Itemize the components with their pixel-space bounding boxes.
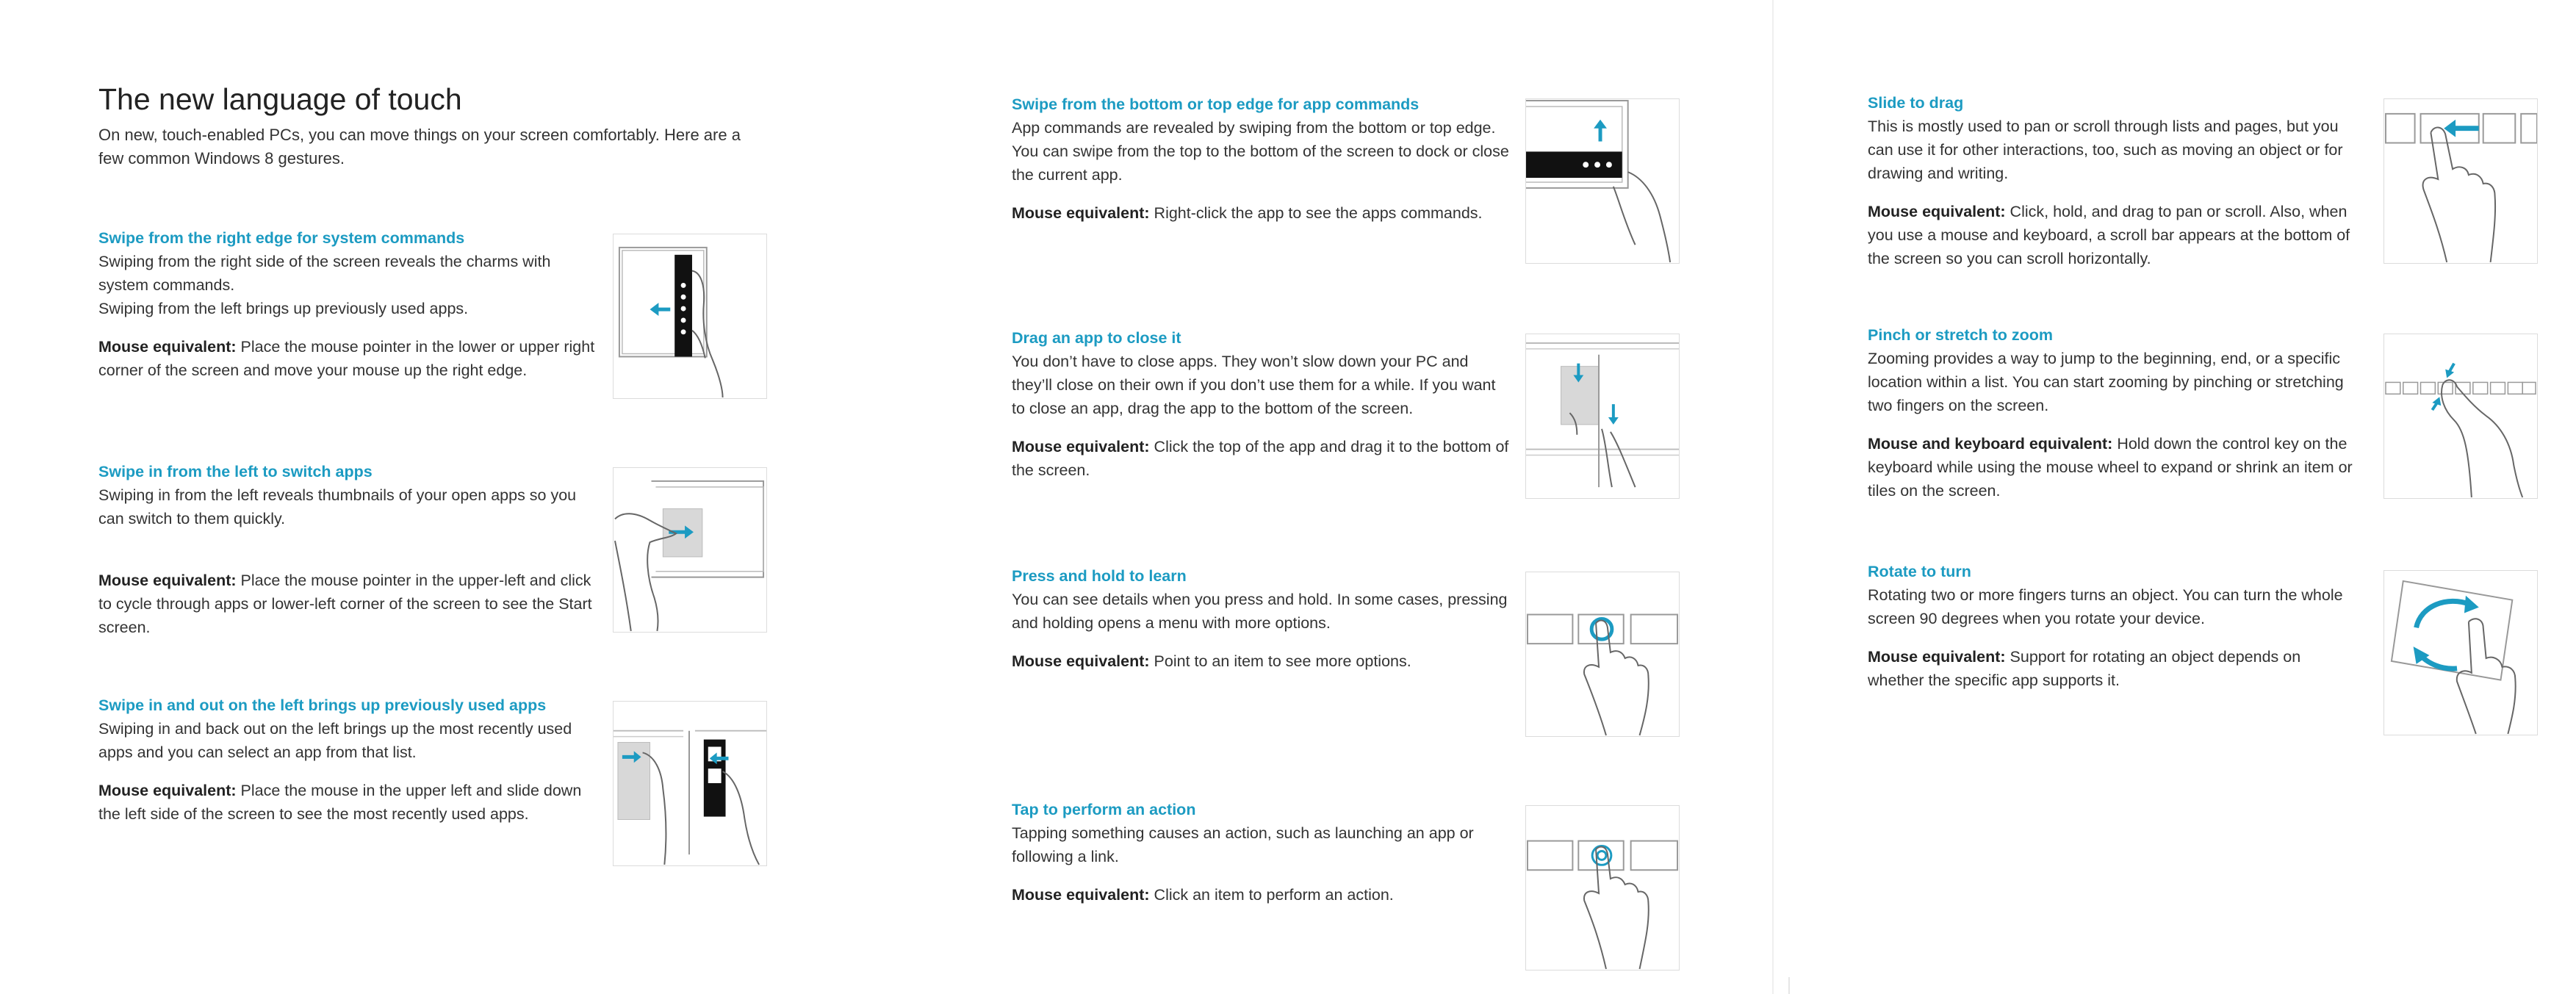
page-divider bbox=[1772, 0, 1774, 994]
rotate-icon bbox=[2384, 571, 2537, 735]
swipe-left-icon bbox=[614, 468, 766, 632]
section-title: Tap to perform an action bbox=[1012, 801, 1196, 818]
slide-drag-icon bbox=[2384, 99, 2537, 263]
mouse-label: Mouse equivalent: bbox=[98, 782, 237, 799]
mouse-equivalent bbox=[1868, 432, 2353, 503]
section-title: Swipe from the bottom or top edge for app commands bbox=[1012, 96, 1420, 113]
gesture-tap bbox=[1012, 798, 1511, 907]
section-title: Press and hold to learn bbox=[1012, 567, 1187, 585]
section-text: Zooming provides a way to jump to the beginning, end, or a specific location within a list. You can start zooming by pinching or stretching two fingers on the screen. bbox=[1868, 350, 2344, 414]
section-text: Swiping from the right side of the screen reveals the charms with system commands. bbox=[98, 253, 551, 294]
swipe-bottom-edge-illustration bbox=[1525, 98, 1680, 264]
mouse-label: Mouse equivalent: bbox=[1868, 203, 2006, 220]
gesture-swipe-in-out bbox=[98, 694, 598, 826]
mouse-text: Click an item to perform an action. bbox=[1154, 886, 1394, 904]
section-text: You can see details when you press and hold. In some cases, pressing and holding opens a menu with more options. bbox=[1012, 591, 1508, 632]
mouse-label: Mouse equivalent: bbox=[1012, 652, 1150, 670]
section-text: Swiping from the left brings up previously used apps. bbox=[98, 300, 469, 317]
press-hold-illustration bbox=[1525, 572, 1680, 737]
mouse-equivalent bbox=[1012, 649, 1511, 673]
swipe-in-out-icon bbox=[614, 702, 766, 865]
mouse-label: Mouse equivalent: bbox=[1012, 204, 1150, 222]
mouse-equivalent bbox=[1012, 435, 1511, 482]
gesture-swipe-right-edge bbox=[98, 226, 598, 382]
press-hold-icon bbox=[1526, 572, 1679, 736]
mouse-equivalent bbox=[1012, 883, 1511, 907]
section-text: App commands are revealed by swiping from the bottom or top edge. You can swipe from the top to the bottom of the screen to dock or close the current app. bbox=[1012, 119, 1509, 184]
swipe-right-edge-icon bbox=[614, 234, 766, 398]
mouse-equivalent bbox=[1868, 645, 2353, 692]
gesture-slide-drag bbox=[1868, 91, 2353, 270]
section-title: Swipe from the right edge for system commands bbox=[98, 229, 465, 247]
mouse-text: Place the mouse pointer in the lower or upper right corner of the screen and move your mouse up the right edge. bbox=[98, 338, 595, 379]
section-text: This is mostly used to pan or scroll through lists and pages, but you can use it for other interactions, too, such as moving an object or for drawing and writing. bbox=[1868, 118, 2343, 182]
section-title: Swipe in from the left to switch apps bbox=[98, 463, 373, 480]
mouse-text: Place the mouse in the upper left and slide down the left side of the screen to see the most recently used apps. bbox=[98, 782, 582, 823]
mouse-equivalent bbox=[98, 779, 598, 826]
mouse-text: Support for rotating an object depends on whether the specific app supports it. bbox=[1868, 648, 2301, 689]
pinch-zoom-illustration bbox=[2383, 334, 2538, 499]
section-text: Swiping in and back out on the left brings up the most recently used apps and you can select an app from that list. bbox=[98, 720, 572, 761]
mouse-text: Click, hold, and drag to pan or scroll. Also, when you use a mouse and keyboard, a scroll bar appears at the bottom of the screen so you can scroll horizontally. bbox=[1868, 203, 2350, 267]
mouse-text: Click the top of the app and drag it to the bottom of the screen. bbox=[1012, 438, 1509, 479]
mouse-label: Mouse equivalent: bbox=[98, 572, 237, 589]
swipe-bottom-edge-icon bbox=[1526, 99, 1679, 263]
drag-close-illustration bbox=[1525, 334, 1680, 499]
slide-drag-illustration bbox=[2383, 98, 2538, 264]
mouse-equivalent bbox=[1012, 201, 1511, 225]
swipe-left-illustration bbox=[613, 467, 767, 633]
section-text: Tapping something causes an action, such as launching an app or following a link. bbox=[1012, 824, 1474, 865]
mouse-label: Mouse equivalent: bbox=[98, 338, 237, 356]
section-text: You don’t have to close apps. They won’t slow down your PC and they’ll close on their own if you don’t use them for a while. If you want to close an app, drag the app to the bottom of the screen. bbox=[1012, 353, 1496, 417]
mousekb-label: Mouse and keyboard equivalent: bbox=[1868, 435, 2113, 453]
intro-text: On new, touch-enabled PCs, you can move things on your screen comfortably. Here are a few common Windows 8 gestures. bbox=[98, 126, 741, 168]
mouse-text: Hold down the control key on the keyboard while using the mouse wheel to expand or shrink an item or tiles on the screen. bbox=[1868, 435, 2353, 500]
section-title: Drag an app to close it bbox=[1012, 329, 1181, 347]
mouse-equivalent bbox=[98, 569, 598, 639]
mouse-equivalent bbox=[1868, 200, 2353, 270]
gesture-rotate bbox=[1868, 560, 2353, 692]
swipe-right-edge-illustration bbox=[613, 234, 767, 399]
pinch-zoom-icon bbox=[2384, 334, 2537, 498]
tap-illustration bbox=[1525, 805, 1680, 970]
swipe-in-out-illustration bbox=[613, 701, 767, 866]
section-title: Swipe in and out on the left brings up previously used apps bbox=[98, 696, 547, 714]
section-title: Rotate to turn bbox=[1868, 563, 1971, 580]
rotate-illustration bbox=[2383, 570, 2538, 735]
mouse-label: Mouse equivalent: bbox=[1012, 886, 1150, 904]
tap-icon bbox=[1526, 806, 1679, 970]
mouse-equivalent bbox=[98, 335, 598, 382]
mouse-text: Point to an item to see more options. bbox=[1154, 652, 1411, 670]
gesture-press-hold bbox=[1012, 564, 1511, 673]
mouse-text: Place the mouse pointer in the upper-left and click to cycle through apps or lower-left corner of the screen to see the Start screen. bbox=[98, 572, 592, 636]
gesture-drag-close bbox=[1012, 326, 1511, 482]
mouse-label: Mouse equivalent: bbox=[1868, 648, 2006, 666]
gesture-pinch-zoom bbox=[1868, 323, 2353, 503]
page-divider-stub bbox=[1788, 977, 1790, 994]
section-title: Pinch or stretch to zoom bbox=[1868, 326, 2054, 344]
section-text: Swiping in from the left reveals thumbnails of your open apps so you can switch to them quickly. bbox=[98, 486, 577, 527]
page-title: The new language of touch bbox=[98, 82, 462, 116]
drag-close-icon bbox=[1526, 334, 1679, 498]
gesture-swipe-left bbox=[98, 460, 598, 639]
section-text: Rotating two or more fingers turns an object. You can turn the whole screen 90 degrees when you rotate your device. bbox=[1868, 586, 2343, 627]
section-title: Slide to drag bbox=[1868, 94, 1964, 112]
mouse-label: Mouse equivalent: bbox=[1012, 438, 1150, 455]
gesture-swipe-bottom-top bbox=[1012, 93, 1511, 225]
mouse-text: Right-click the app to see the apps commands. bbox=[1154, 204, 1483, 222]
